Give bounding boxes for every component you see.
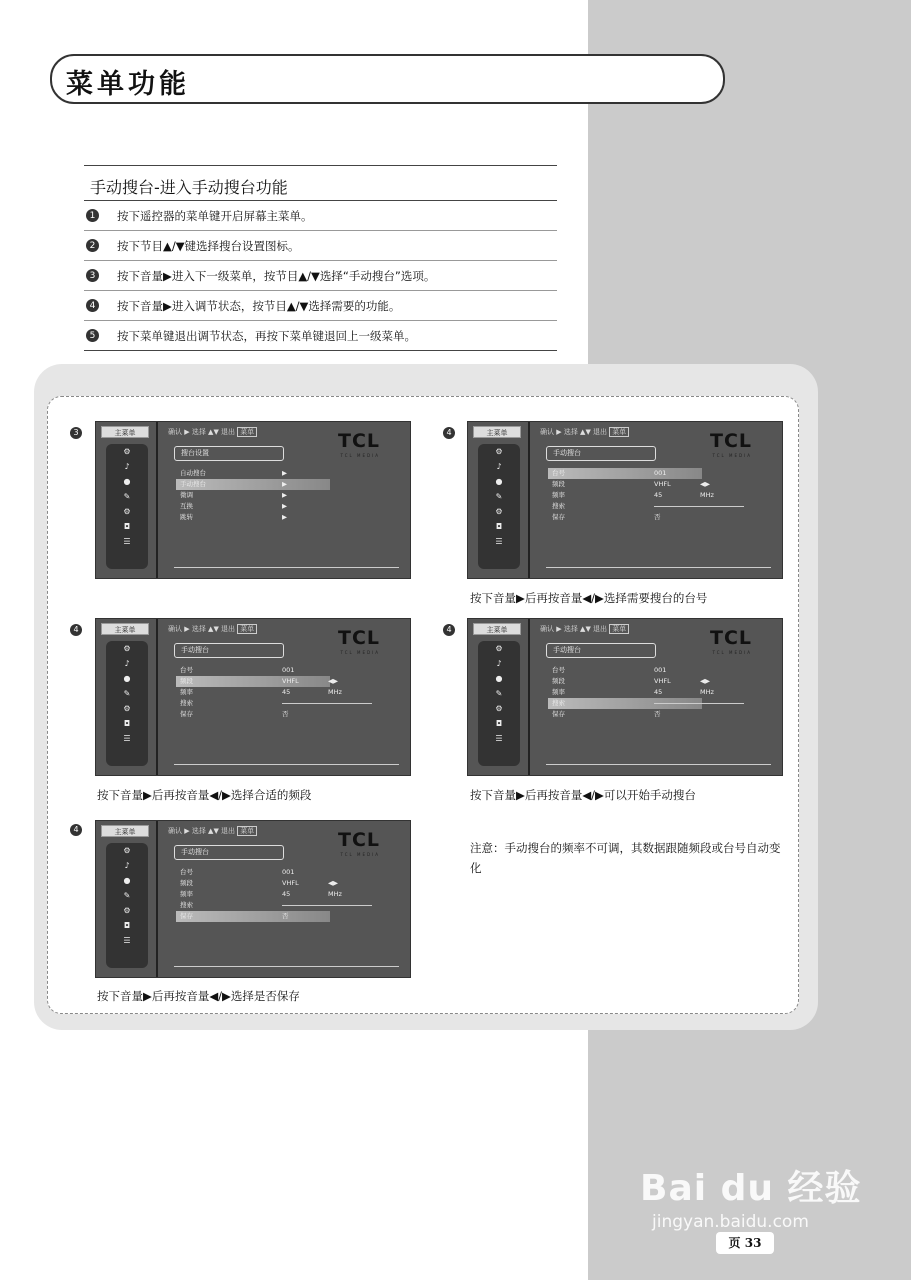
submenu-items bbox=[176, 867, 396, 922]
picture-icon: ⚙ bbox=[495, 644, 503, 653]
tcl-logo: TCL bbox=[337, 829, 380, 851]
picture-icon: ⚙ bbox=[495, 447, 503, 456]
screen-bottom-line bbox=[174, 966, 399, 967]
setup-icon: ⚙ bbox=[495, 507, 503, 516]
menu-row-unit: MHz bbox=[700, 491, 714, 499]
screen-bottom-line bbox=[174, 764, 399, 765]
screen-step-marker-icon: 4 bbox=[443, 624, 455, 636]
menu-row bbox=[176, 867, 396, 878]
screen-bottom-line bbox=[546, 764, 771, 765]
menu-row bbox=[176, 501, 396, 512]
picture-icon: ⚙ bbox=[123, 644, 131, 653]
submenu-items bbox=[176, 468, 396, 523]
channel-icon: ● bbox=[495, 477, 503, 486]
menu-icon: ☰ bbox=[123, 537, 131, 546]
menu-row-unit: MHz bbox=[328, 688, 342, 696]
tcl-logo-sub: TCL MEDIA bbox=[712, 453, 752, 458]
lock-icon: ◘ bbox=[123, 921, 131, 930]
channel-icon: ● bbox=[123, 477, 131, 486]
menu-icon-strip bbox=[106, 843, 148, 968]
screen-caption: 按下音量▶后再按音量◀/▶选择需要搜台的台号 bbox=[470, 591, 708, 605]
main-menu-column bbox=[471, 426, 526, 576]
menu-row-label: 频段 bbox=[552, 677, 565, 685]
step-text: 按下节目▲/▼键选择搜台设置图标。 bbox=[117, 238, 300, 253]
menu-row-unit: ◀▶ bbox=[700, 480, 710, 488]
section-title-box bbox=[50, 54, 725, 104]
menu-row-value: VHFL bbox=[654, 480, 671, 488]
submenu-title: 手动搜台 bbox=[174, 845, 284, 860]
main-menu-label: 主菜单 bbox=[101, 426, 149, 438]
menu-row-label: 微调 bbox=[180, 491, 193, 499]
picture-icon: ⚙ bbox=[123, 447, 131, 456]
function-icon: ✎ bbox=[123, 492, 131, 501]
menu-row-label: 频段 bbox=[180, 677, 193, 685]
step-number-icon: 4 bbox=[86, 299, 99, 312]
screen-divider bbox=[156, 821, 158, 978]
tcl-logo: TCL bbox=[709, 430, 752, 452]
menu-row bbox=[548, 512, 768, 523]
search-progress-bar bbox=[282, 703, 372, 704]
topbar-hints: 确认 ▶ 选择 ▲▼ 退出 bbox=[168, 428, 236, 436]
menu-row bbox=[548, 468, 768, 479]
step-number-icon: 2 bbox=[86, 239, 99, 252]
menu-row-value: ▶ bbox=[282, 480, 287, 488]
menu-row bbox=[176, 490, 396, 501]
submenu-title: 手动搜台 bbox=[174, 643, 284, 658]
screen-caption: 按下音量▶后再按音量◀/▶可以开始手动搜台 bbox=[470, 788, 696, 802]
main-menu-column bbox=[471, 623, 526, 773]
menu-row-label: 台号 bbox=[552, 469, 565, 477]
tv-menu-screenshot bbox=[467, 421, 783, 579]
tcl-logo: TCL bbox=[337, 627, 380, 649]
submenu-items bbox=[548, 665, 768, 720]
tcl-logo-sub: TCL MEDIA bbox=[340, 650, 380, 655]
menu-row bbox=[176, 900, 396, 911]
search-progress-bar bbox=[282, 905, 372, 906]
menu-row bbox=[548, 665, 768, 676]
menu-row bbox=[176, 468, 396, 479]
submenu-title: 搜台设置 bbox=[174, 446, 284, 461]
menu-row bbox=[176, 512, 396, 523]
menu-row-value: 否 bbox=[654, 513, 661, 521]
step-text: 按下遥控器的菜单键开启屏幕主菜单。 bbox=[117, 208, 313, 223]
menu-row-value: 否 bbox=[282, 912, 289, 920]
submenu-title: 手动搜台 bbox=[546, 446, 656, 461]
menu-row-unit: ◀▶ bbox=[700, 677, 710, 685]
menu-row-value: ▶ bbox=[282, 502, 287, 510]
menu-row-value: ▶ bbox=[282, 491, 287, 499]
menu-row-value: ▶ bbox=[282, 469, 287, 477]
step-row bbox=[84, 261, 557, 291]
screen-topbar bbox=[540, 624, 629, 634]
tcl-logo-sub: TCL MEDIA bbox=[340, 453, 380, 458]
sound-icon: ♪ bbox=[124, 861, 130, 870]
menu-row-unit: MHz bbox=[328, 890, 342, 898]
lock-icon: ◘ bbox=[495, 522, 503, 531]
screen-bottom-line bbox=[546, 567, 771, 568]
topbar-menu-box: 菜单 bbox=[237, 624, 257, 634]
screen-topbar bbox=[168, 826, 257, 836]
screen-topbar bbox=[168, 624, 257, 634]
tcl-logo: TCL bbox=[709, 627, 752, 649]
sound-icon: ♪ bbox=[496, 659, 502, 668]
step-text: 按下音量▶进入调节状态，按节目▲/▼选择需要的功能。 bbox=[117, 298, 401, 313]
menu-icon: ☰ bbox=[123, 734, 131, 743]
menu-row bbox=[176, 665, 396, 676]
main-menu-label: 主菜单 bbox=[473, 426, 521, 438]
menu-row-label: 搜索 bbox=[180, 901, 193, 909]
screen-topbar bbox=[168, 427, 257, 437]
main-menu-column bbox=[99, 623, 154, 773]
picture-icon: ⚙ bbox=[123, 846, 131, 855]
menu-row-label: 频段 bbox=[552, 480, 565, 488]
menu-row-label: 保存 bbox=[180, 912, 193, 920]
menu-icon: ☰ bbox=[495, 537, 503, 546]
menu-row-value: VHFL bbox=[282, 677, 299, 685]
menu-row-label: 跳转 bbox=[180, 513, 193, 521]
menu-row bbox=[176, 479, 396, 490]
screen-step-marker-icon: 3 bbox=[70, 427, 82, 439]
menu-row-label: 台号 bbox=[180, 868, 193, 876]
menu-row-unit: ◀▶ bbox=[328, 879, 338, 887]
screen-bottom-line bbox=[174, 567, 399, 568]
search-progress-bar bbox=[654, 506, 744, 507]
setup-icon: ⚙ bbox=[123, 704, 131, 713]
menu-row-value: 45 bbox=[654, 491, 663, 499]
menu-icon-strip bbox=[106, 444, 148, 569]
screen-caption: 按下音量▶后再按音量◀/▶选择是否保存 bbox=[97, 989, 300, 1003]
step-row bbox=[84, 321, 557, 351]
submenu-items bbox=[548, 468, 768, 523]
lock-icon: ◘ bbox=[123, 719, 131, 728]
tv-menu-screenshot bbox=[467, 618, 783, 776]
menu-row-label: 搜索 bbox=[552, 502, 565, 510]
topbar-menu-box: 菜单 bbox=[237, 826, 257, 836]
main-menu-column bbox=[99, 825, 154, 975]
step-number-icon: 1 bbox=[86, 209, 99, 222]
topbar-hints: 确认 ▶ 选择 ▲▼ 退出 bbox=[540, 428, 608, 436]
menu-row bbox=[176, 878, 396, 889]
menu-icon: ☰ bbox=[495, 734, 503, 743]
baidu-watermark-url: jingyan.baidu.com bbox=[652, 1212, 809, 1232]
screen-divider bbox=[156, 422, 158, 579]
menu-row bbox=[548, 676, 768, 687]
function-icon: ✎ bbox=[123, 689, 131, 698]
steps-list bbox=[84, 165, 557, 351]
step-number-icon: 5 bbox=[86, 329, 99, 342]
screen-divider bbox=[156, 619, 158, 776]
tv-menu-screenshot bbox=[95, 820, 411, 978]
menu-row bbox=[548, 687, 768, 698]
menu-row bbox=[176, 698, 396, 709]
menu-row bbox=[176, 676, 396, 687]
topbar-hints: 确认 ▶ 选择 ▲▼ 退出 bbox=[168, 827, 236, 835]
menu-row bbox=[548, 479, 768, 490]
note-text: 注意：手动搜台的频率不可调，其数据跟随频段或台号自动变化 bbox=[470, 841, 781, 875]
menu-row-label: 频段 bbox=[180, 879, 193, 887]
menu-row-value: 否 bbox=[282, 710, 289, 718]
step-text: 按下菜单键退出调节状态，再按下菜单键退回上一级菜单。 bbox=[117, 328, 416, 343]
function-icon: ✎ bbox=[495, 689, 503, 698]
menu-row-value: 否 bbox=[654, 710, 661, 718]
setup-icon: ⚙ bbox=[123, 507, 131, 516]
menu-row-label: 频率 bbox=[180, 688, 193, 696]
page-number: 页 33 bbox=[716, 1232, 774, 1254]
menu-row-label: 自动搜台 bbox=[180, 469, 206, 477]
topbar-menu-box: 菜单 bbox=[609, 427, 629, 437]
menu-row-label: 保存 bbox=[552, 710, 565, 718]
steps-heading: 手动搜台-进入手动搜台功能 bbox=[84, 165, 557, 201]
menu-row-value: 001 bbox=[282, 868, 295, 876]
step-number-icon: 3 bbox=[86, 269, 99, 282]
main-menu-label: 主菜单 bbox=[101, 623, 149, 635]
main-menu-column bbox=[99, 426, 154, 576]
menu-row-unit: MHz bbox=[700, 688, 714, 696]
page-title: 菜单功能 bbox=[66, 69, 190, 100]
topbar-hints: 确认 ▶ 选择 ▲▼ 退出 bbox=[168, 625, 236, 633]
step-row bbox=[84, 291, 557, 321]
screen-topbar bbox=[540, 427, 629, 437]
topbar-menu-box: 菜单 bbox=[237, 427, 257, 437]
function-icon: ✎ bbox=[495, 492, 503, 501]
submenu-items bbox=[176, 665, 396, 720]
menu-row-value: VHFL bbox=[282, 879, 299, 887]
menu-row bbox=[548, 698, 768, 709]
menu-row-label: 频率 bbox=[552, 688, 565, 696]
lock-icon: ◘ bbox=[495, 719, 503, 728]
menu-row-label: 频率 bbox=[180, 890, 193, 898]
search-progress-bar bbox=[654, 703, 744, 704]
menu-row bbox=[176, 911, 396, 922]
menu-row-label: 搜索 bbox=[180, 699, 193, 707]
menu-icon-strip bbox=[106, 641, 148, 766]
sound-icon: ♪ bbox=[124, 659, 130, 668]
menu-row-value: ▶ bbox=[282, 513, 287, 521]
menu-row-value: 45 bbox=[654, 688, 663, 696]
baidu-watermark-logo: Bai du 经验 bbox=[640, 1168, 862, 1209]
function-icon: ✎ bbox=[123, 891, 131, 900]
menu-row-label: 互换 bbox=[180, 502, 193, 510]
main-menu-label: 主菜单 bbox=[473, 623, 521, 635]
menu-row bbox=[176, 687, 396, 698]
menu-row bbox=[548, 501, 768, 512]
menu-row-label: 保存 bbox=[180, 710, 193, 718]
menu-row-label: 手动搜台 bbox=[180, 480, 206, 488]
submenu-title: 手动搜台 bbox=[546, 643, 656, 658]
sound-icon: ♪ bbox=[124, 462, 130, 471]
tcl-logo-sub: TCL MEDIA bbox=[712, 650, 752, 655]
main-menu-label: 主菜单 bbox=[101, 825, 149, 837]
tv-menu-screenshot bbox=[95, 421, 411, 579]
tcl-logo: TCL bbox=[337, 430, 380, 452]
channel-icon: ● bbox=[123, 876, 131, 885]
menu-row-value: 001 bbox=[282, 666, 295, 674]
step-text: 按下音量▶进入下一级菜单，按节目▲/▼选择“手动搜台”选项。 bbox=[117, 268, 436, 283]
menu-icon-strip bbox=[478, 444, 520, 569]
setup-icon: ⚙ bbox=[495, 704, 503, 713]
screen-step-marker-icon: 4 bbox=[443, 427, 455, 439]
menu-row-value: 45 bbox=[282, 688, 291, 696]
channel-icon: ● bbox=[123, 674, 131, 683]
tcl-logo-sub: TCL MEDIA bbox=[340, 852, 380, 857]
menu-row-label: 台号 bbox=[552, 666, 565, 674]
tv-menu-screenshot bbox=[95, 618, 411, 776]
menu-row-value: VHFL bbox=[654, 677, 671, 685]
step-row bbox=[84, 231, 557, 261]
screen-step-marker-icon: 4 bbox=[70, 624, 82, 636]
menu-row-label: 搜索 bbox=[552, 699, 565, 707]
menu-row-value: 45 bbox=[282, 890, 291, 898]
menu-row-label: 频率 bbox=[552, 491, 565, 499]
screen-divider bbox=[528, 619, 530, 776]
topbar-hints: 确认 ▶ 选择 ▲▼ 退出 bbox=[540, 625, 608, 633]
screen-step-marker-icon: 4 bbox=[70, 824, 82, 836]
menu-icon: ☰ bbox=[123, 936, 131, 945]
menu-row bbox=[548, 709, 768, 720]
step-row bbox=[84, 201, 557, 231]
setup-icon: ⚙ bbox=[123, 906, 131, 915]
sound-icon: ♪ bbox=[496, 462, 502, 471]
menu-row-label: 保存 bbox=[552, 513, 565, 521]
menu-row-unit: ◀▶ bbox=[328, 677, 338, 685]
menu-row bbox=[548, 490, 768, 501]
topbar-menu-box: 菜单 bbox=[609, 624, 629, 634]
menu-row-value: 001 bbox=[654, 666, 667, 674]
screen-caption: 按下音量▶后再按音量◀/▶选择合适的频段 bbox=[97, 788, 312, 802]
menu-icon-strip bbox=[478, 641, 520, 766]
menu-row-value: 001 bbox=[654, 469, 667, 477]
menu-row bbox=[176, 889, 396, 900]
menu-row-label: 台号 bbox=[180, 666, 193, 674]
screen-divider bbox=[528, 422, 530, 579]
channel-icon: ● bbox=[495, 674, 503, 683]
menu-row bbox=[176, 709, 396, 720]
lock-icon: ◘ bbox=[123, 522, 131, 531]
